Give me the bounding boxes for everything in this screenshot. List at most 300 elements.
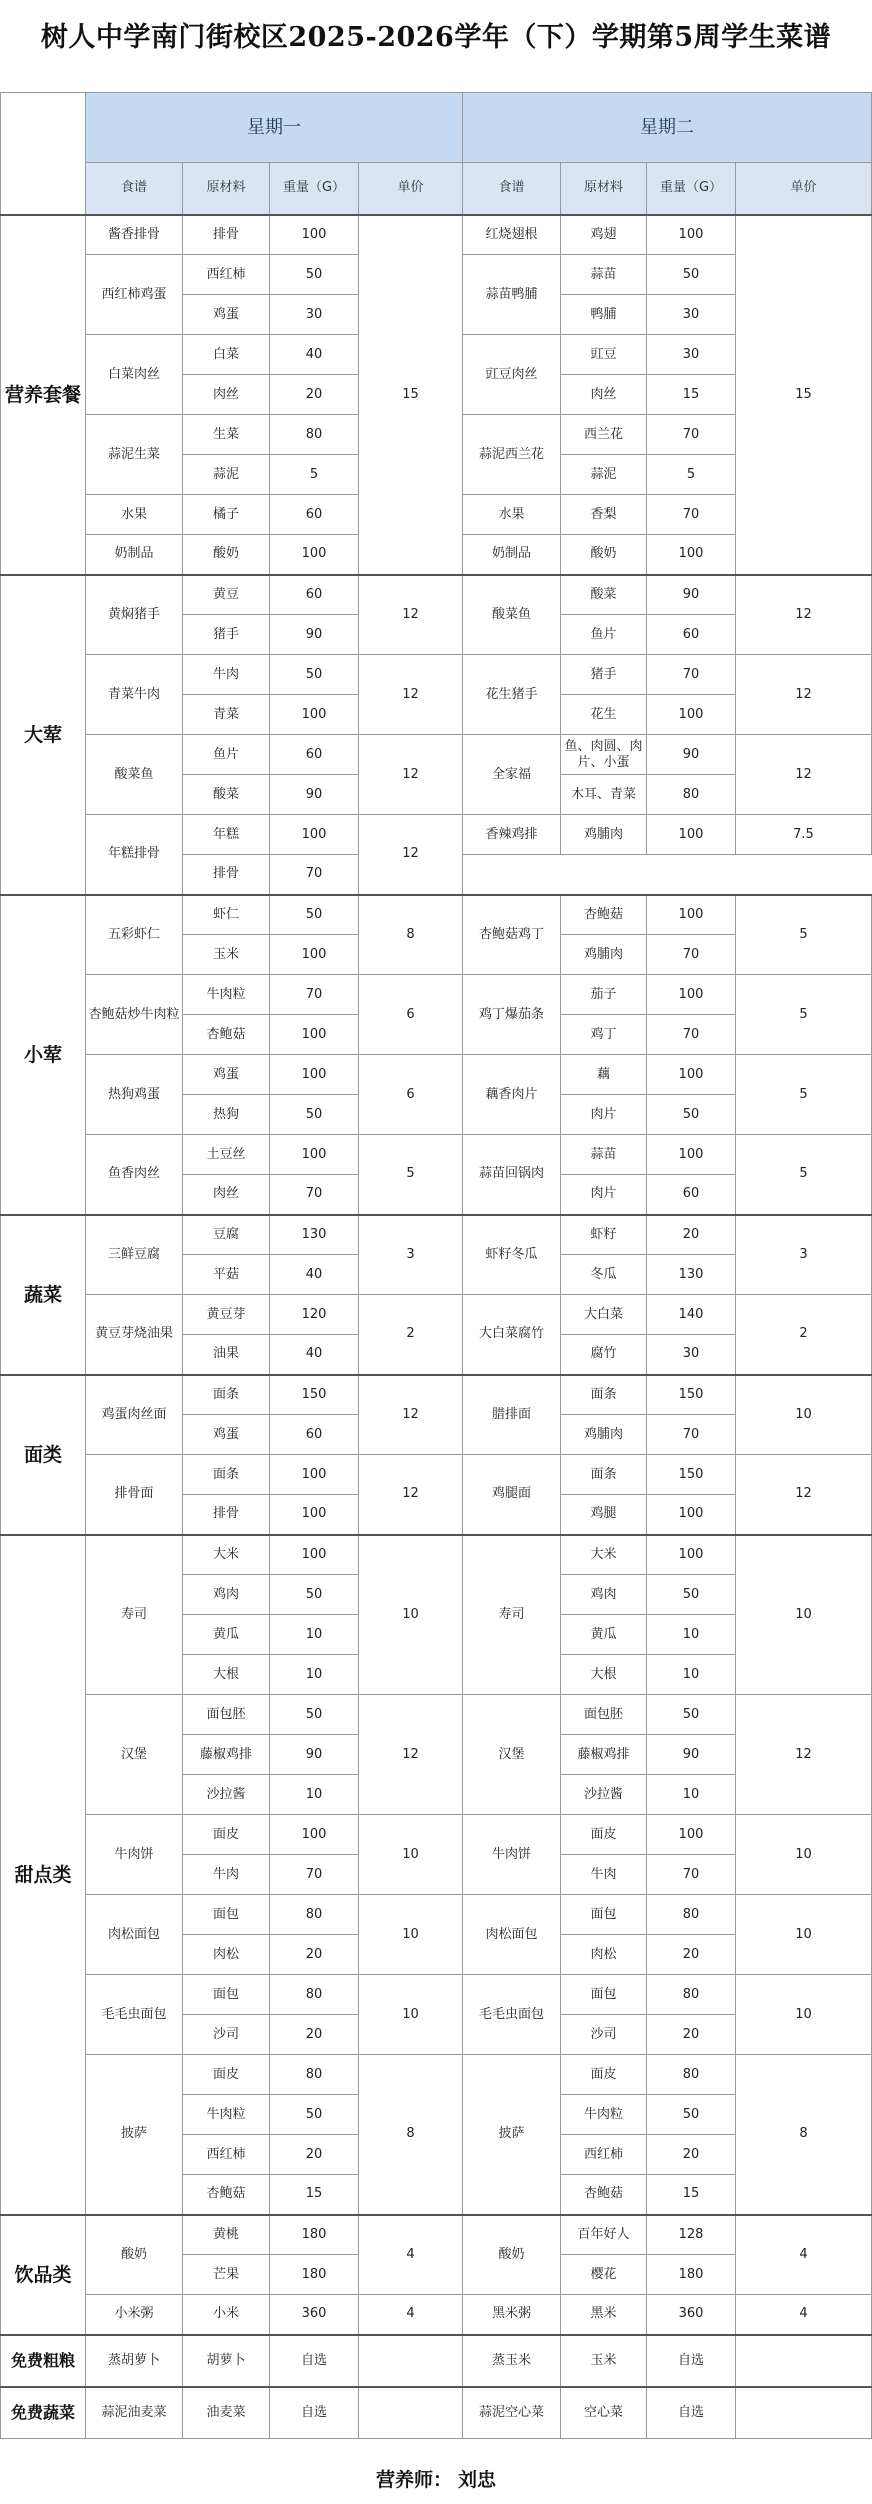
weight-value: 50 [270, 655, 359, 695]
dish-name: 鱼香肉丝 [86, 1135, 183, 1215]
weight-value: 180 [270, 2255, 359, 2295]
weight-value: 10 [647, 1615, 736, 1655]
ingredient: 蒜泥 [183, 455, 270, 495]
price-value: 12 [736, 1455, 872, 1535]
weight-value: 90 [647, 575, 736, 615]
weight-value: 80 [647, 1975, 736, 2015]
weight-value: 20 [647, 1935, 736, 1975]
day-header-mon: 星期一 [86, 93, 463, 163]
weight-value: 30 [647, 295, 736, 335]
dish-name: 蒸胡萝卜 [86, 2335, 183, 2387]
dish-name: 白菜肉丝 [86, 335, 183, 415]
ingredient: 牛肉粒 [561, 2095, 647, 2135]
ingredient: 生菜 [183, 415, 270, 455]
price-value: 12 [736, 735, 872, 815]
ingredient: 虾籽 [561, 1215, 647, 1255]
dish-name: 蒜苗鸭脯 [463, 255, 561, 335]
weight-value: 10 [270, 1775, 359, 1815]
weight-value: 100 [647, 1055, 736, 1095]
category-label: 甜点类 [1, 1535, 86, 2215]
ingredient: 排骨 [183, 855, 270, 895]
page-title: 树人中学南门街校区2025-2026学年（下）学期第5周学生菜谱 [40, 22, 832, 53]
weight-value: 100 [647, 695, 736, 735]
weight-value: 自选 [270, 2387, 359, 2439]
category-label: 营养套餐 [1, 215, 86, 575]
ingredient: 面条 [561, 1455, 647, 1495]
dish-name: 黄焖猪手 [86, 575, 183, 655]
dish-name: 披萨 [86, 2055, 183, 2215]
ingredient: 牛肉粒 [183, 975, 270, 1015]
weight-value: 100 [270, 1535, 359, 1575]
ingredient: 白菜 [183, 335, 270, 375]
weight-value: 40 [270, 335, 359, 375]
weight-value: 50 [270, 895, 359, 935]
weight-value: 60 [647, 1175, 736, 1215]
ingredient: 年糕 [183, 815, 270, 855]
price-value: 10 [736, 1535, 872, 1695]
dish-name: 寿司 [86, 1535, 183, 1695]
dish-name: 香辣鸡排 [463, 815, 561, 855]
ingredient: 面条 [183, 1455, 270, 1495]
weight-value: 100 [647, 1815, 736, 1855]
ingredient: 大根 [561, 1655, 647, 1695]
weight-value: 15 [270, 2175, 359, 2215]
price-value: 6 [359, 1055, 463, 1135]
ingredient: 蒜泥 [561, 455, 647, 495]
ingredient: 花生 [561, 695, 647, 735]
dish-name: 牛肉饼 [463, 1815, 561, 1895]
ingredient: 排骨 [183, 215, 270, 255]
day-header-tue: 星期二 [463, 93, 872, 163]
ingredient: 橘子 [183, 495, 270, 535]
weight-value: 100 [647, 535, 736, 575]
dish-name: 毛毛虫面包 [463, 1975, 561, 2055]
weight-value: 70 [270, 1175, 359, 1215]
dish-name: 奶制品 [463, 535, 561, 575]
weight-value: 100 [270, 695, 359, 735]
price-value: 3 [359, 1215, 463, 1295]
ingredient: 鸡脯肉 [561, 935, 647, 975]
ingredient: 鸡肉 [183, 1575, 270, 1615]
column-header-weight: 重量（G） [647, 163, 736, 215]
dish-name: 大白菜腐竹 [463, 1295, 561, 1375]
price-value: 15 [736, 215, 872, 575]
weight-value: 100 [270, 1015, 359, 1055]
ingredient: 西兰花 [561, 415, 647, 455]
weight-value: 100 [270, 1815, 359, 1855]
dish-name: 肉松面包 [86, 1895, 183, 1975]
weight-value: 60 [647, 615, 736, 655]
ingredient: 豆腐 [183, 1215, 270, 1255]
price-value: 12 [359, 735, 463, 815]
ingredient: 芒果 [183, 2255, 270, 2295]
ingredient: 藕 [561, 1055, 647, 1095]
weight-value: 60 [270, 735, 359, 775]
weight-value: 70 [647, 1855, 736, 1895]
ingredient: 油麦菜 [183, 2387, 270, 2439]
weight-value: 20 [647, 2015, 736, 2055]
weight-value: 80 [270, 1975, 359, 2015]
weight-value: 90 [270, 615, 359, 655]
dish-name: 肉松面包 [463, 1895, 561, 1975]
price-value: 12 [359, 1375, 463, 1455]
weight-value: 5 [270, 455, 359, 495]
weight-value: 30 [270, 295, 359, 335]
dish-name: 水果 [86, 495, 183, 535]
weight-value: 10 [647, 1775, 736, 1815]
weight-value: 10 [270, 1655, 359, 1695]
dish-name: 汉堡 [86, 1695, 183, 1815]
ingredient: 胡萝卜 [183, 2335, 270, 2387]
category-label: 小荤 [1, 895, 86, 1215]
ingredient: 肉丝 [183, 375, 270, 415]
ingredient: 鸡肉 [561, 1575, 647, 1615]
ingredient: 虾仁 [183, 895, 270, 935]
column-header-material: 原材料 [561, 163, 647, 215]
ingredient: 茄子 [561, 975, 647, 1015]
weight-value: 100 [647, 1495, 736, 1535]
column-header-dish: 食谱 [86, 163, 183, 215]
price-value: 10 [736, 1895, 872, 1975]
ingredient: 沙拉酱 [183, 1775, 270, 1815]
price-value: 12 [359, 815, 463, 895]
price-value: 2 [736, 1295, 872, 1375]
price-value: 8 [736, 2055, 872, 2215]
ingredient: 面包 [561, 1975, 647, 2015]
ingredient: 小米 [183, 2295, 270, 2335]
ingredient: 面皮 [183, 2055, 270, 2095]
category-label: 免费粗粮 [1, 2335, 86, 2387]
dish-name: 酸奶 [86, 2215, 183, 2295]
ingredient: 面包 [561, 1895, 647, 1935]
ingredient: 肉丝 [561, 375, 647, 415]
weight-value: 70 [270, 1855, 359, 1895]
ingredient: 玉米 [183, 935, 270, 975]
ingredient: 鸡蛋 [183, 1415, 270, 1455]
weight-value: 150 [270, 1375, 359, 1415]
price-value: 12 [359, 575, 463, 655]
dish-name: 青菜牛肉 [86, 655, 183, 735]
ingredient: 黄豆芽 [183, 1295, 270, 1335]
weight-value: 70 [647, 1015, 736, 1055]
ingredient: 土豆丝 [183, 1135, 270, 1175]
ingredient: 鸭脯 [561, 295, 647, 335]
weight-value: 70 [270, 975, 359, 1015]
dish-name: 汉堡 [463, 1695, 561, 1815]
ingredient: 面包胚 [561, 1695, 647, 1735]
price-value: 4 [736, 2215, 872, 2295]
ingredient: 肉丝 [183, 1175, 270, 1215]
ingredient: 豇豆 [561, 335, 647, 375]
weight-value: 80 [647, 775, 736, 815]
weight-value: 50 [270, 255, 359, 295]
weight-value: 100 [647, 895, 736, 935]
ingredient: 沙司 [183, 2015, 270, 2055]
weight-value: 50 [647, 1095, 736, 1135]
weight-value: 360 [270, 2295, 359, 2335]
ingredient: 青菜 [183, 695, 270, 735]
weight-value: 50 [270, 1575, 359, 1615]
weight-value: 80 [270, 415, 359, 455]
weight-value: 70 [647, 1415, 736, 1455]
dish-name: 杏鲍菇炒牛肉粒 [86, 975, 183, 1055]
dish-name: 全家福 [463, 735, 561, 815]
weight-value: 自选 [647, 2335, 736, 2387]
dish-name: 虾籽冬瓜 [463, 1215, 561, 1295]
ingredient: 酸奶 [561, 535, 647, 575]
ingredient: 热狗 [183, 1095, 270, 1135]
ingredient: 藤椒鸡排 [183, 1735, 270, 1775]
ingredient: 鱼、肉圆、肉片、小蛋 [561, 735, 647, 775]
ingredient: 平菇 [183, 1255, 270, 1295]
price-value: 12 [359, 655, 463, 735]
ingredient: 鸡翅 [561, 215, 647, 255]
column-header-material: 原材料 [183, 163, 270, 215]
ingredient: 酸菜 [183, 775, 270, 815]
weight-value: 100 [270, 1495, 359, 1535]
weight-value: 50 [270, 1095, 359, 1135]
weight-value: 100 [270, 1055, 359, 1095]
weight-value: 20 [270, 375, 359, 415]
weight-value: 80 [647, 1895, 736, 1935]
weight-value: 20 [647, 1215, 736, 1255]
column-header-price: 单价 [736, 163, 872, 215]
weight-value: 128 [647, 2215, 736, 2255]
weight-value: 20 [647, 2135, 736, 2175]
category-label: 大荤 [1, 575, 86, 895]
weight-value: 50 [647, 1695, 736, 1735]
ingredient: 杏鲍菇 [183, 1015, 270, 1055]
weight-value: 100 [270, 815, 359, 855]
price-value: 5 [736, 975, 872, 1055]
ingredient: 黄豆 [183, 575, 270, 615]
ingredient: 黄桃 [183, 2215, 270, 2255]
weight-value: 120 [270, 1295, 359, 1335]
price-value: 10 [359, 1535, 463, 1695]
dish-name: 黑米粥 [463, 2295, 561, 2335]
price-value: 4 [736, 2295, 872, 2335]
price-value: 10 [736, 1815, 872, 1895]
weight-value: 40 [270, 1335, 359, 1375]
weight-value: 100 [647, 1535, 736, 1575]
weight-value: 50 [647, 2095, 736, 2135]
ingredient: 百年好人 [561, 2215, 647, 2255]
weight-value: 60 [270, 1415, 359, 1455]
ingredient: 空心菜 [561, 2387, 647, 2439]
weight-value: 100 [270, 1455, 359, 1495]
weight-value: 70 [270, 855, 359, 895]
dish-name: 蒜泥生菜 [86, 415, 183, 495]
weight-value: 130 [270, 1215, 359, 1255]
menu-table [0, 92, 872, 2439]
price-value: 12 [736, 655, 872, 735]
ingredient: 冬瓜 [561, 1255, 647, 1295]
ingredient: 黄瓜 [183, 1615, 270, 1655]
price-value [736, 2387, 872, 2439]
dish-name: 花生猪手 [463, 655, 561, 735]
ingredient: 西红柿 [183, 255, 270, 295]
weight-value: 5 [647, 455, 736, 495]
weight-value: 180 [270, 2215, 359, 2255]
weight-value: 70 [647, 495, 736, 535]
dish-name: 蒜泥油麦菜 [86, 2387, 183, 2439]
weight-value: 50 [647, 1575, 736, 1615]
ingredient: 酸奶 [183, 535, 270, 575]
weight-value: 20 [270, 1935, 359, 1975]
ingredient: 杏鲍菇 [183, 2175, 270, 2215]
ingredient: 西红柿 [183, 2135, 270, 2175]
ingredient: 西红柿 [561, 2135, 647, 2175]
dish-name: 黄豆芽烧油果 [86, 1295, 183, 1375]
ingredient: 杏鲍菇 [561, 2175, 647, 2215]
dish-name: 年糕排骨 [86, 815, 183, 895]
ingredient: 鸡腿 [561, 1495, 647, 1535]
weight-value: 100 [270, 935, 359, 975]
dish-name: 蒜苗回锅肉 [463, 1135, 561, 1215]
ingredient: 玉米 [561, 2335, 647, 2387]
dish-name: 鸡蛋肉丝面 [86, 1375, 183, 1455]
weight-value: 70 [647, 935, 736, 975]
weight-value: 100 [270, 535, 359, 575]
ingredient: 排骨 [183, 1495, 270, 1535]
ingredient: 大根 [183, 1655, 270, 1695]
ingredient: 蒜苗 [561, 1135, 647, 1175]
ingredient: 香梨 [561, 495, 647, 535]
weight-value: 100 [270, 1135, 359, 1175]
price-value: 12 [359, 1695, 463, 1815]
category-label: 蔬菜 [1, 1215, 86, 1375]
price-value: 6 [359, 975, 463, 1055]
weight-value: 100 [270, 215, 359, 255]
dish-name: 奶制品 [86, 535, 183, 575]
price-value [359, 2387, 463, 2439]
price-value: 10 [736, 1975, 872, 2055]
dish-name: 红烧翅根 [463, 215, 561, 255]
weight-value: 20 [270, 2015, 359, 2055]
ingredient: 杏鲍菇 [561, 895, 647, 935]
corner-cell [1, 93, 86, 215]
nutritionist-label: 营养师： [375, 2469, 452, 2491]
weight-value: 10 [647, 1655, 736, 1695]
price-value: 12 [736, 1695, 872, 1815]
weight-value: 40 [270, 1255, 359, 1295]
ingredient: 鸡脯肉 [561, 815, 647, 855]
weight-value: 50 [270, 1695, 359, 1735]
ingredient: 酸菜 [561, 575, 647, 615]
dish-name: 藕香肉片 [463, 1055, 561, 1135]
ingredient: 鸡脯肉 [561, 1415, 647, 1455]
dish-name: 酸菜鱼 [463, 575, 561, 655]
dish-name: 西红柿鸡蛋 [86, 255, 183, 335]
weight-value: 90 [647, 735, 736, 775]
price-value: 3 [736, 1215, 872, 1295]
weight-value: 100 [647, 1135, 736, 1175]
weight-value: 130 [647, 1255, 736, 1295]
ingredient: 大白菜 [561, 1295, 647, 1335]
dish-name: 寿司 [463, 1535, 561, 1695]
dish-name: 小米粥 [86, 2295, 183, 2335]
ingredient: 沙拉酱 [561, 1775, 647, 1815]
price-value: 10 [359, 1815, 463, 1895]
category-label: 面类 [1, 1375, 86, 1535]
weight-value: 80 [270, 1895, 359, 1935]
dish-name: 毛毛虫面包 [86, 1975, 183, 2055]
price-value: 8 [359, 2055, 463, 2215]
dish-name: 豇豆肉丝 [463, 335, 561, 415]
weight-value: 自选 [270, 2335, 359, 2387]
ingredient: 面包 [183, 1975, 270, 2015]
price-value: 12 [359, 1455, 463, 1535]
ingredient: 油果 [183, 1335, 270, 1375]
price-value: 15 [359, 215, 463, 575]
weight-value: 30 [647, 335, 736, 375]
ingredient: 肉片 [561, 1095, 647, 1135]
weight-value: 100 [647, 975, 736, 1015]
weight-value: 140 [647, 1295, 736, 1335]
ingredient: 肉松 [183, 1935, 270, 1975]
weight-value: 90 [647, 1735, 736, 1775]
ingredient: 樱花 [561, 2255, 647, 2295]
ingredient: 面皮 [183, 1815, 270, 1855]
price-value: 8 [359, 895, 463, 975]
price-value [359, 2335, 463, 2387]
weight-value: 70 [647, 415, 736, 455]
ingredient: 腐竹 [561, 1335, 647, 1375]
dish-name: 蒜泥空心菜 [463, 2387, 561, 2439]
weight-value: 50 [647, 255, 736, 295]
dish-name: 鸡腿面 [463, 1455, 561, 1535]
dish-name: 杏鲍菇鸡丁 [463, 895, 561, 975]
column-header-price: 单价 [359, 163, 463, 215]
price-value: 5 [736, 1055, 872, 1135]
dish-name: 三鲜豆腐 [86, 1215, 183, 1295]
weight-value: 50 [270, 2095, 359, 2135]
price-value: 10 [359, 1975, 463, 2055]
price-value: 4 [359, 2295, 463, 2335]
weight-value: 360 [647, 2295, 736, 2335]
dish-name: 水果 [463, 495, 561, 535]
weight-value: 100 [647, 215, 736, 255]
weight-value: 100 [647, 815, 736, 855]
weight-value: 180 [647, 2255, 736, 2295]
weight-value: 80 [270, 2055, 359, 2095]
price-value: 7.5 [736, 815, 872, 855]
nutritionist-name: 刘忠 [458, 2469, 497, 2491]
category-label: 免费蔬菜 [1, 2387, 86, 2439]
ingredient: 沙司 [561, 2015, 647, 2055]
ingredient: 牛肉粒 [183, 2095, 270, 2135]
weight-value: 150 [647, 1455, 736, 1495]
weight-value: 自选 [647, 2387, 736, 2439]
price-value: 10 [736, 1375, 872, 1455]
dish-name: 腊排面 [463, 1375, 561, 1455]
ingredient: 鱼片 [183, 735, 270, 775]
dish-name: 热狗鸡蛋 [86, 1055, 183, 1135]
dish-name: 蒸玉米 [463, 2335, 561, 2387]
ingredient: 大米 [561, 1535, 647, 1575]
dish-name: 酸菜鱼 [86, 735, 183, 815]
weight-value: 60 [270, 575, 359, 615]
ingredient: 面皮 [561, 2055, 647, 2095]
weight-value: 15 [647, 375, 736, 415]
dish-name: 披萨 [463, 2055, 561, 2215]
weight-value: 90 [270, 775, 359, 815]
price-value: 12 [736, 575, 872, 655]
ingredient: 黄瓜 [561, 1615, 647, 1655]
weight-value: 90 [270, 1735, 359, 1775]
ingredient: 牛肉 [183, 655, 270, 695]
weight-value: 30 [647, 1335, 736, 1375]
